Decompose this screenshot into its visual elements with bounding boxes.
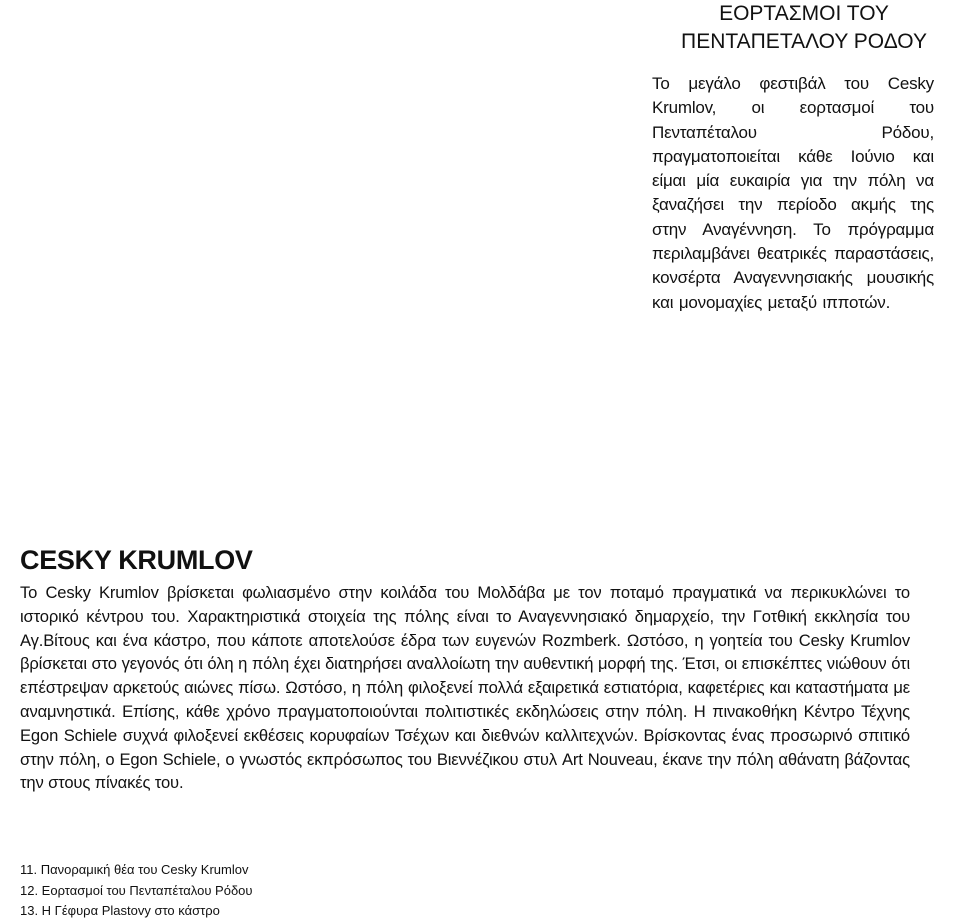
festival-title-line-1: ΕΟΡΤΑΣΜΟΙ ΤΟΥ — [719, 2, 889, 25]
image-captions — [20, 860, 253, 922]
festival-title-line-2: ΠΕΝΤΑΠΕΤΑΛΟΥ ΡΟΔΟΥ — [681, 30, 927, 53]
section-heading: CESKY KRUMLOV — [20, 545, 253, 575]
festival-paragraph: Το μεγάλο φεστιβάλ του Cesky Krumlov, οι εορτασμοί του Πενταπέταλου Ρόδου, πραγματοποιείται κάθε Ιούνιο και είμαι μία ευκαιρία για την πόλη να ξαναζήσει την περίοδο ακμής της στην Αναγέννηση. Το πρόγραμμα περιλαμβάνει θεατρικές παραστάσεις, κονσέρτα Αναγεννησιακής μουσικής και μονομαχίες μεταξύ ιπποτών. — [652, 74, 934, 312]
caption-item: 11. Πανοραμική θέα του Cesky Krumlov — [20, 862, 249, 877]
caption-item: 13. Η Γέφυρα Plastovy στο κάστρο — [20, 903, 220, 918]
caption-item: 12. Εορτασμοί του Πενταπέταλου Ρόδου — [20, 882, 253, 898]
krumlov-paragraph: Το Cesky Krumlov βρίσκεται φωλιασμένο στην κοιλάδα του Μολδάβα με τον ποταμό πραγματικά να περικυκλώνει το ιστορικό κέντρου του. Χαρακτηριστικά στοιχεία της πόλης είναι το Αναγεννησιακό δημαρχείο, την Γοτθική εκκλησία του Αγ.Βίτους και ένα κάστρο, που κάποτε αποτελούσε έδρα των ευγενών Rozmberk. Ωστόσο, η γοητεία του Cesky Krumlov βρίσκεται στο γεγονός ότι όλη η πόλη έχει διατηρήσει αναλλοίωτη την αυθεντική μορφή της. Έτσι, οι επισκέπτες νιώθουν ότι επέστρεψαν αρκετούς αιώνες πίσω. Ωστόσο, η πόλη φιλοξενεί πολλά εξαιρετικά εστιατόρια, καφετέριες και καταστήματα με αναμνηστικά. Επίσης, κάθε χρόνο πραγματοποιούνται πολιτιστικές εκδηλώσεις στην πόλη. Η πινακοθήκη Κέντρο Τέχνης Egon Schiele συχνά φιλοξενεί εκθέσεις κορυφαίων Τσέχων και διεθνών καλλιτεχνών. Βρίσκοντας ένας προσωρινό σπιτικό στην πόλη, ο Egon Schiele, ο γνωστός εκπρόσωπος του Βιεννέζικου στυλ Art Nouveau, έκανε την πόλη αθάνατη βάζοντας την στους πίνακές του. — [20, 583, 910, 793]
festival-title — [670, 0, 938, 56]
